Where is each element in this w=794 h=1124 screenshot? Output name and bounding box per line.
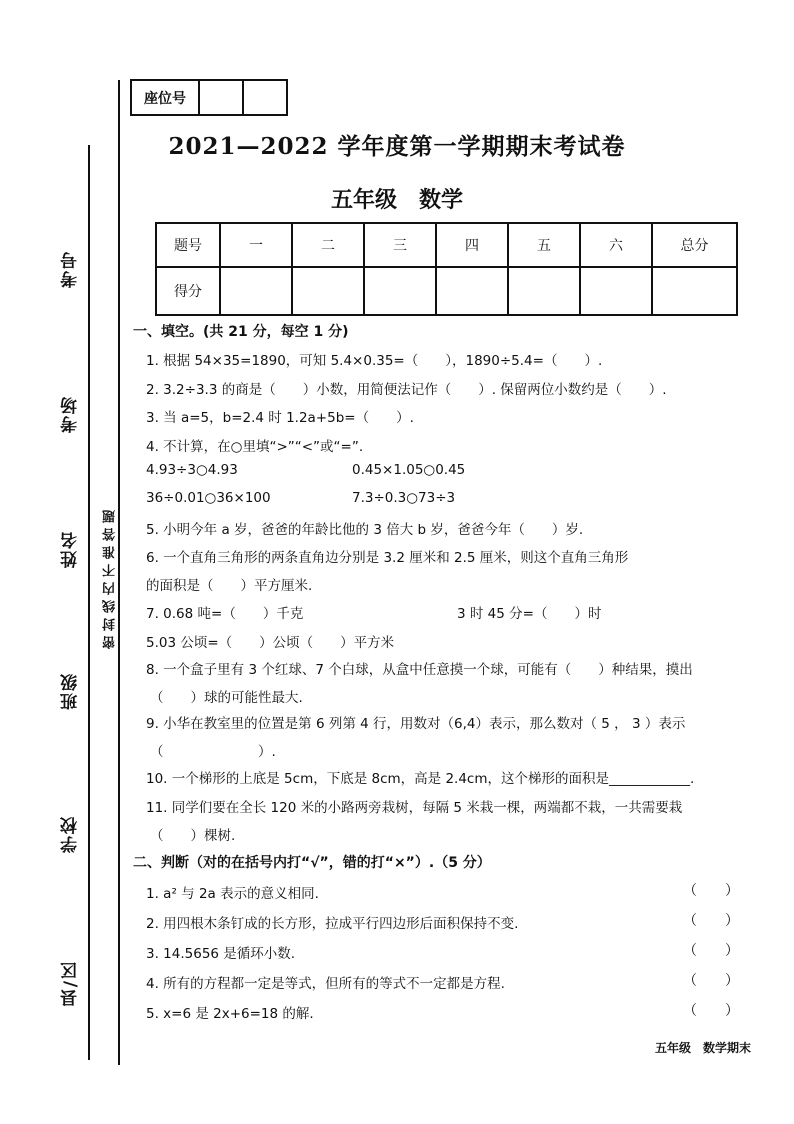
page-title: 2021—2022 学年度第一学期期末考试卷 xyxy=(168,133,626,160)
binding-label-exam-room: 考场 xyxy=(61,395,81,433)
question-line: 5. 小明今年 a 岁，爸爸的年龄比他的 3 倍大 b 岁，爸爸今年（ ）岁. xyxy=(146,522,584,538)
question-line: 3. 当 a=5，b=2.4 时 1.2a+5b=（ ）. xyxy=(146,410,414,426)
judgement-line: 5. x=6 是 2x+6=18 的解. xyxy=(146,1006,314,1022)
page-subtitle: 五年级 数学 xyxy=(330,187,463,213)
question-line: 11. 同学们要在全长 120 米的小路两旁栽树，每隔 5 米栽一棵，两端都不栽，一共需要栽 xyxy=(146,800,683,816)
seat-number-cell[interactable] xyxy=(244,81,286,114)
question-line: 6. 一个直角三角形的两条直角边分别是 3.2 厘米和 2.5 厘米，则这个直角三角形 xyxy=(146,550,629,566)
score-cell[interactable] xyxy=(292,267,364,315)
question-line: （ ）. xyxy=(150,744,276,760)
question-line: 3 时 45 分=（ ）时 xyxy=(457,606,602,622)
question-line: 10. 一个梯形的上底是 5cm，下底是 8cm，高是 2.4cm，这个梯形的面积是____________. xyxy=(146,771,695,787)
score-cell[interactable] xyxy=(364,267,436,315)
answer-paren[interactable]: （ ） xyxy=(683,913,739,929)
answer-paren[interactable]: （ ） xyxy=(683,1003,739,1019)
question-line: 的面积是（ ）平方厘米. xyxy=(146,578,313,594)
score-table-col: 五 xyxy=(508,223,580,267)
question-line: 7. 0.68 吨=（ ）千克 xyxy=(146,606,304,622)
binding-label-exam-number: 考号 xyxy=(61,250,81,288)
score-table-row-header: 题号 xyxy=(156,223,220,267)
question-line: 4.93÷3○4.93 xyxy=(146,462,238,478)
answer-paren[interactable]: （ ） xyxy=(683,883,739,899)
score-table-col: 一 xyxy=(220,223,292,267)
binding-label-county: 县/区 xyxy=(61,960,81,1007)
judgement-line: 3. 14.5656 是循环小数. xyxy=(146,946,296,962)
seat-number-label: 座位号 xyxy=(132,81,200,114)
binding-label-name: 姓名 xyxy=(61,530,81,568)
score-table-col: 六 xyxy=(580,223,652,267)
seat-number-box xyxy=(130,79,288,116)
question-line: 1. 根据 54×35=1890，可知 5.4×0.35=（ ），1890÷5.4=（ ）. xyxy=(146,353,603,369)
binding-label-class: 班级 xyxy=(61,672,81,710)
page-footer: 五年级 数学期末 xyxy=(655,1041,752,1055)
judgement-line: 4. 所有的方程都一定是等式，但所有的等式不一定都是方程. xyxy=(146,976,505,992)
question-line: 36÷0.01○36×100 xyxy=(146,490,271,506)
section2-heading: 二、判断（对的在括号内打“√”，错的打“×”）.（5 分） xyxy=(133,855,491,871)
binding-label-school: 学校 xyxy=(61,815,81,853)
score-table-col: 二 xyxy=(292,223,364,267)
score-cell[interactable] xyxy=(220,267,292,315)
question-line: 4. 不计算，在○里填“>”“<”或“=”. xyxy=(146,439,364,455)
judgement-line: 1. a² 与 2a 表示的意义相同. xyxy=(146,886,319,902)
score-cell[interactable] xyxy=(436,267,508,315)
binding-line-outer xyxy=(88,145,90,1060)
seat-number-cell[interactable] xyxy=(200,81,244,114)
score-table-col: 四 xyxy=(436,223,508,267)
score-table-col: 三 xyxy=(364,223,436,267)
score-cell[interactable] xyxy=(652,267,737,315)
question-line: 2. 3.2÷3.3 的商是（ ）小数，用简便法记作（ ）. 保留两位小数约是（ ）. xyxy=(146,382,667,398)
question-line: 9. 小华在教室里的位置是第 6 列第 4 行，用数对（6,4）表示，那么数对（ 5 ， 3 ）表示 xyxy=(146,716,686,732)
score-table-row-header: 得分 xyxy=(156,267,220,315)
score-table-col-total: 总分 xyxy=(652,223,737,267)
score-cell[interactable] xyxy=(508,267,580,315)
question-line: 5.03 公顷=（ ）公顷（ ）平方米 xyxy=(146,635,395,651)
question-line: 8. 一个盒子里有 3 个红球、7 个白球，从盒中任意摸一个球，可能有（ ）种结果，摸出 xyxy=(146,662,693,678)
judgement-line: 2. 用四根木条钉成的长方形，拉成平行四边形后面积保持不变. xyxy=(146,916,519,932)
answer-paren[interactable]: （ ） xyxy=(683,973,739,989)
seal-line-notice: 密封线内不准答题 xyxy=(103,505,118,649)
score-cell[interactable] xyxy=(580,267,652,315)
score-table xyxy=(155,222,738,316)
section1-heading: 一、填空。(共 21 分，每空 1 分) xyxy=(133,324,349,340)
question-line: 0.45×1.05○0.45 xyxy=(352,462,466,478)
question-line: （ ）棵树. xyxy=(150,828,236,844)
question-line: （ ）球的可能性最大. xyxy=(150,690,303,706)
question-line: 7.3÷0.3○73÷3 xyxy=(352,490,456,506)
answer-paren[interactable]: （ ） xyxy=(683,943,739,959)
